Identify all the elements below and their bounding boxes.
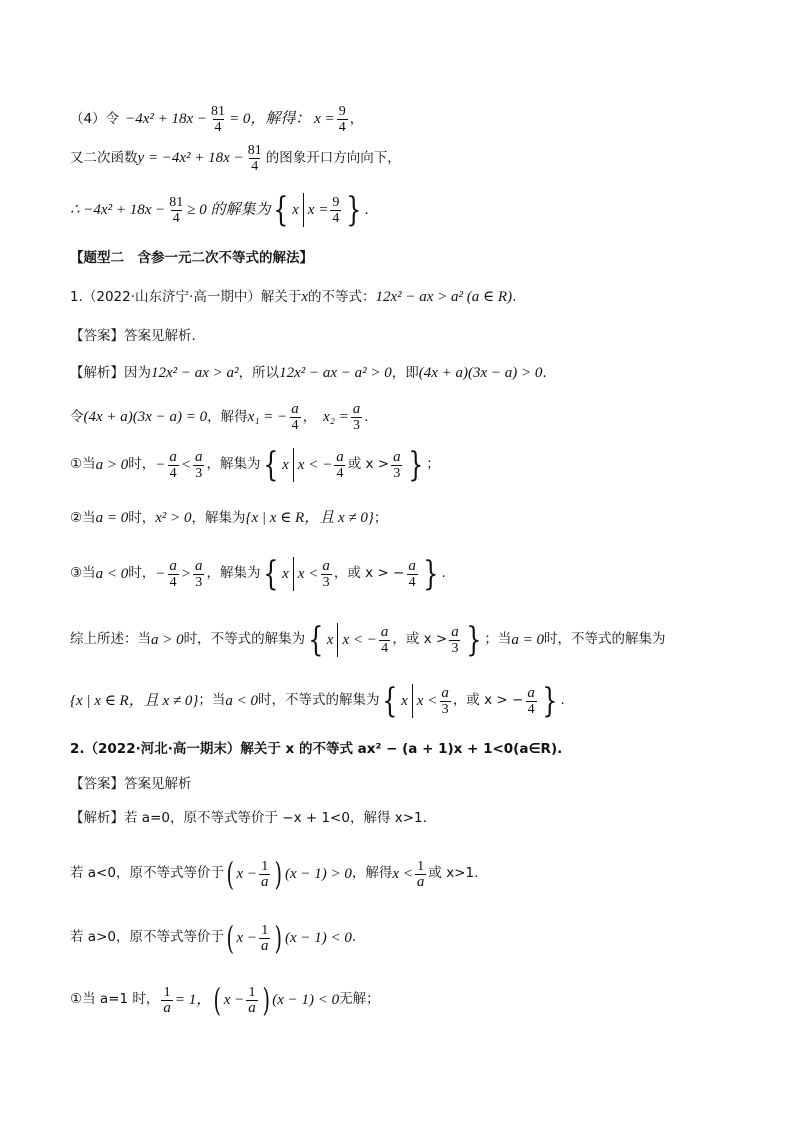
numerator: a: [194, 448, 203, 465]
math: x: [282, 565, 289, 582]
math: x =: [307, 201, 329, 218]
denominator: 3: [451, 640, 459, 656]
numerator: 81: [169, 194, 184, 210]
math: x² > 0: [155, 510, 192, 526]
text: ，或 x > −: [452, 692, 524, 709]
numerator: a: [451, 623, 459, 640]
numerator: a: [380, 623, 389, 640]
math: (4x + a)(3x − a) > 0: [418, 365, 543, 381]
fraction: [193, 559, 205, 590]
math: (4x + a)(3x − a) = 0: [83, 409, 208, 425]
math: x −: [236, 929, 257, 946]
numerator: 1: [163, 984, 171, 1000]
text: ，所以: [238, 364, 280, 381]
fraction: [167, 450, 179, 481]
math: {x | x ∈ R，且 x ≠ 0}: [70, 692, 199, 709]
math: a < 0: [95, 565, 129, 582]
math: (x − 1) < 0: [272, 991, 340, 1008]
numerator: 9: [338, 104, 346, 119]
math: −4x² + 18x −: [125, 111, 208, 127]
math: 12x² − ax > a² (a ∈ R): [375, 289, 513, 305]
divider-bar: [293, 557, 294, 591]
denominator: 4: [169, 574, 177, 590]
text: .: [364, 408, 369, 425]
fraction: [337, 104, 348, 135]
fraction: [167, 559, 179, 590]
numerator: a: [352, 401, 361, 417]
math: .: [364, 201, 369, 218]
fraction: [246, 985, 258, 1016]
answer-text: 【答案】答案见解析.: [70, 328, 196, 344]
math: x: [326, 631, 334, 648]
text: ②当: [70, 509, 96, 526]
fraction: [209, 104, 227, 135]
text: ，解得: [351, 865, 393, 882]
numerator: a: [169, 557, 177, 574]
text: ①当 a=1 时，: [70, 991, 160, 1008]
math: x: [301, 289, 308, 305]
denominator: 4: [381, 640, 389, 656]
math: x₂ =: [323, 409, 349, 425]
section-heading: [70, 252, 754, 266]
answer-text: 【答案】答案见解析: [70, 776, 192, 792]
text: 时，不等式的解集为: [544, 631, 666, 648]
text: 时，: [128, 509, 156, 526]
text: 综上所述：当: [70, 631, 151, 648]
paren-close: ): [274, 855, 283, 893]
denominator: 4: [527, 701, 535, 717]
text: ，解集为: [206, 456, 261, 473]
fraction: [320, 559, 332, 590]
math: a > 0: [151, 631, 184, 648]
denominator: a: [416, 873, 425, 890]
line-quadratic: [70, 143, 754, 174]
text: .: [351, 929, 357, 946]
case-1: [70, 445, 754, 485]
numerator: a: [194, 557, 203, 574]
text: .: [441, 565, 446, 582]
denominator: 4: [291, 418, 299, 433]
denominator: 3: [393, 465, 401, 481]
numerator: a: [322, 557, 330, 574]
text: 无解；: [339, 991, 380, 1008]
brace-close: }: [407, 445, 423, 485]
math: ≥ 0 的解集为: [187, 201, 271, 218]
math: a > 0: [95, 456, 129, 473]
math: x <: [297, 565, 319, 582]
denominator: a: [248, 999, 256, 1016]
numerator: a: [336, 448, 344, 465]
denominator: a: [260, 873, 269, 890]
divider-bar: [337, 623, 338, 657]
math: (x − 1) > 0: [284, 865, 352, 882]
text: ；当: [484, 631, 512, 648]
divider-bar: [412, 684, 413, 718]
text: 时，: [128, 456, 156, 473]
fraction: [167, 195, 185, 226]
denominator: 3: [322, 574, 330, 590]
math: x: [401, 692, 408, 709]
math: <: [180, 456, 191, 473]
paren-open: (: [226, 919, 234, 957]
math: x: [292, 201, 299, 218]
numerator: a: [291, 401, 299, 417]
fraction: [259, 923, 271, 954]
numerator: 1: [248, 984, 256, 1000]
fraction: [330, 195, 341, 226]
math: 12x² − ax − a² > 0: [279, 365, 392, 381]
brace-close: }: [542, 681, 558, 721]
denominator: 4: [172, 210, 180, 226]
answer-1: [70, 330, 754, 344]
math: 12x² − ax > a²: [151, 365, 239, 381]
divider-bar: [293, 448, 294, 482]
text: 若 a<0，原不等式等价于: [70, 865, 224, 882]
case-2: [70, 511, 754, 526]
numerator: a: [393, 448, 401, 465]
heading-text: 【题型二 含参一元二次不等式的解法】: [70, 250, 313, 266]
denominator: 4: [408, 574, 416, 590]
math: a = 0: [511, 631, 544, 648]
numerator: a: [527, 684, 535, 701]
denominator: a: [163, 999, 171, 1016]
text: ③当: [70, 565, 96, 582]
brace-open: {: [273, 190, 289, 230]
brace-open: {: [263, 445, 279, 485]
numerator: 1: [417, 858, 425, 874]
text: 时，: [128, 565, 156, 582]
numerator: 81: [247, 143, 262, 158]
denominator: 4: [336, 465, 344, 481]
fraction: [289, 402, 301, 433]
text: 时，不等式的解集为: [257, 692, 380, 709]
text: ；: [426, 456, 440, 473]
fraction: [259, 859, 271, 890]
text: 的不等式：: [308, 288, 376, 305]
text: 或 x >: [347, 456, 390, 473]
text: 又二次函数: [70, 149, 138, 166]
numerator: 1: [261, 858, 269, 874]
text: ，: [302, 408, 324, 425]
numerator: a: [408, 557, 416, 574]
case-a-negative: [70, 855, 754, 893]
math: y = −4x² + 18x −: [137, 150, 244, 166]
fraction: [161, 985, 173, 1016]
fraction: [525, 686, 537, 717]
text: 时，不等式的解集为: [183, 631, 306, 648]
math: x < −: [297, 456, 333, 473]
text: 【解析】因为: [70, 364, 151, 381]
numerator: a: [169, 448, 177, 465]
text: 的图象开口方向向下，: [265, 149, 401, 166]
subcase-a-equals-1: [70, 981, 754, 1019]
fraction: [193, 450, 205, 481]
text: .: [542, 364, 547, 381]
text: ，即: [391, 364, 419, 381]
fraction: [334, 450, 346, 481]
denominator: 4: [169, 465, 177, 481]
text: 令: [70, 408, 84, 425]
text: 或 x>1.: [428, 865, 479, 882]
math: x₁ = −: [247, 409, 288, 425]
brace-open: {: [382, 681, 398, 721]
math: −: [155, 565, 166, 582]
fraction: [351, 402, 363, 433]
denominator: 3: [195, 574, 203, 590]
roots-line: [70, 402, 754, 433]
denominator: 3: [195, 465, 203, 481]
math: {x | x ∈ R，且 x ≠ 0}: [245, 510, 374, 526]
denominator: 4: [332, 210, 340, 226]
fraction: [379, 625, 391, 656]
paren-open: (: [213, 981, 222, 1019]
paren-close: ): [262, 981, 270, 1019]
case-3: [70, 554, 754, 594]
case-a-positive: [70, 919, 754, 957]
paren-open: (: [226, 855, 234, 893]
question-1: [70, 290, 754, 305]
denominator: a: [260, 937, 269, 954]
analysis-1: [70, 366, 754, 381]
text: 1.（2022·山东济宁·高一期中）解关于: [70, 288, 302, 305]
numerator: 1: [261, 922, 269, 938]
summary-line-1: [70, 620, 754, 660]
text: ，解集为: [191, 509, 246, 526]
text: 若 a>0，原不等式等价于: [70, 929, 224, 946]
math: x < −: [342, 631, 377, 648]
paren-close: ): [274, 919, 283, 957]
brace-open: {: [263, 554, 279, 594]
math: x −: [223, 991, 245, 1008]
text: ，解得: [207, 408, 248, 425]
numerator: 9: [332, 194, 340, 210]
math: ∴ −4x² + 18x −: [70, 201, 166, 218]
math: (x − 1) < 0: [284, 929, 352, 946]
text: .: [512, 288, 517, 305]
denominator: 3: [353, 418, 361, 433]
text: （4）令: [70, 110, 120, 127]
math: a = 0: [95, 510, 129, 526]
brace-close: }: [346, 190, 362, 230]
text: .: [560, 692, 565, 709]
text: ，: [349, 110, 364, 127]
math: x <: [392, 865, 413, 882]
text: ；当: [198, 692, 226, 709]
fraction: [391, 450, 403, 481]
line-part4: [70, 104, 754, 135]
text: ①当: [70, 456, 96, 473]
math: −: [155, 456, 166, 473]
fraction: [449, 625, 461, 656]
math: = 1，: [174, 991, 212, 1008]
fraction: [439, 686, 451, 717]
text: ，或 x > −: [333, 565, 405, 582]
fraction: [406, 559, 418, 590]
question-2: [70, 743, 754, 757]
analysis-2: [70, 812, 754, 826]
fraction: [246, 143, 264, 174]
answer-2: [70, 778, 754, 792]
math: x <: [416, 692, 438, 709]
brace-open: {: [308, 620, 324, 660]
text: 2.（2022·河北·高一期末）解关于 x 的不等式 ax² − (a + 1)x + 1<0(a∈R).: [70, 741, 563, 757]
line-solution-set: [70, 190, 754, 230]
denominator: 4: [338, 120, 346, 135]
fraction: [415, 859, 427, 890]
text: ，解集为: [206, 565, 261, 582]
text: ；: [373, 509, 388, 526]
math: >: [180, 565, 191, 582]
denominator: 3: [441, 701, 449, 717]
numerator: a: [441, 684, 449, 701]
math: x: [282, 456, 289, 473]
math: a < 0: [225, 692, 258, 709]
denominator: 4: [251, 159, 259, 174]
divider-bar: [303, 193, 304, 227]
math: = 0，解得： x =: [229, 111, 335, 127]
summary-line-2: [70, 681, 754, 721]
denominator: 4: [214, 120, 222, 135]
text: ，或 x >: [392, 631, 448, 648]
text: 【解析】若 a=0，原不等式等价于 −x + 1<0，解得 x>1.: [70, 810, 427, 826]
math: x −: [236, 865, 257, 882]
brace-close: }: [423, 554, 439, 594]
brace-close: }: [465, 620, 482, 660]
numerator: 81: [211, 104, 226, 119]
